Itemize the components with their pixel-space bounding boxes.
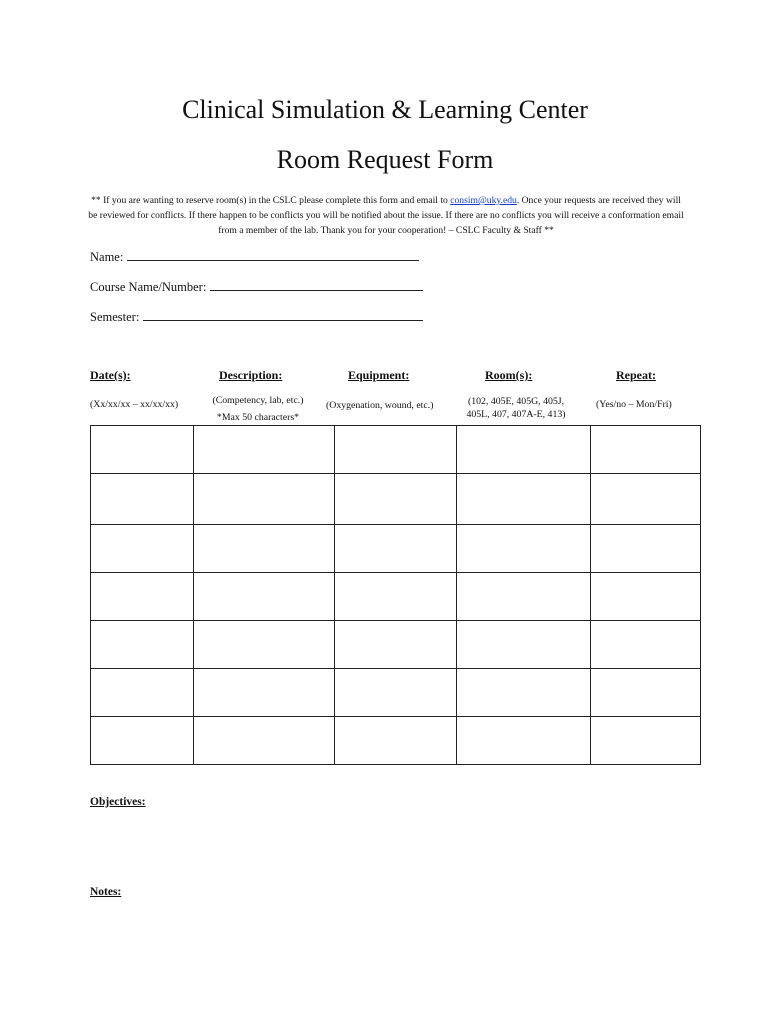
- table-cell-rooms[interactable]: [457, 621, 591, 669]
- table-row: [91, 525, 701, 573]
- table-cell-equipment[interactable]: [335, 474, 457, 525]
- table-cell-description[interactable]: [194, 525, 335, 573]
- intro-text-end: . Once your requests are received they will be reviewed for conflicts. If there happen to be conflicts you will be notified about the issue. If there are no conflicts you will receive a conformation email from a member of the lab. Thank you for your cooperation! – CSLC Faculty & Staff **: [88, 195, 684, 236]
- col-hint-description-line1: (Competency, lab, etc.): [212, 395, 304, 406]
- table-cell-description[interactable]: [194, 621, 335, 669]
- table-row: [91, 717, 701, 765]
- objectives-label: Objectives:: [90, 796, 146, 808]
- semester-label: Semester:: [90, 310, 140, 324]
- col-hint-rooms-line1: (102, 405E, 405G, 405J,: [467, 396, 565, 407]
- name-label: Name:: [90, 250, 124, 264]
- table-cell-description[interactable]: [194, 717, 335, 765]
- form-subtitle: Room Request Form: [276, 145, 494, 174]
- table-row: [91, 573, 701, 621]
- table-cell-repeat[interactable]: [591, 426, 701, 474]
- col-header-equipment: Equipment:: [348, 368, 410, 382]
- table-cell-repeat[interactable]: [591, 717, 701, 765]
- table-cell-rooms[interactable]: [457, 474, 591, 525]
- table-cell-rooms[interactable]: [457, 717, 591, 765]
- notes-label: Notes:: [90, 886, 122, 898]
- table-cell-description[interactable]: [194, 426, 335, 474]
- course-field: [90, 279, 423, 295]
- col-hint-repeat: (Yes/no – Mon/Fri): [596, 399, 672, 410]
- table-cell-equipment[interactable]: [335, 573, 457, 621]
- col-hint-equipment: (Oxygenation, wound, etc.): [326, 400, 434, 411]
- table-cell-rooms[interactable]: [457, 426, 591, 474]
- table-row: [91, 621, 701, 669]
- table-cell-repeat[interactable]: [591, 525, 701, 573]
- table-cell-date[interactable]: [91, 525, 194, 573]
- table-cell-repeat[interactable]: [591, 669, 701, 717]
- table-row: [91, 474, 701, 525]
- table-cell-date[interactable]: [91, 669, 194, 717]
- table-cell-equipment[interactable]: [335, 621, 457, 669]
- form-title: Clinical Simulation & Learning Center: [182, 95, 588, 124]
- col-hint-description-line2: *Max 50 characters*: [216, 412, 300, 423]
- table-cell-description[interactable]: [194, 474, 335, 525]
- semester-input-line[interactable]: [143, 309, 423, 321]
- intro-text-start: ** If you are wanting to reserve room(s) in the CSLC please complete this form and email to: [91, 195, 451, 206]
- table-cell-repeat[interactable]: [591, 573, 701, 621]
- table-cell-description[interactable]: [194, 573, 335, 621]
- table-cell-rooms[interactable]: [457, 573, 591, 621]
- course-input-line[interactable]: [210, 279, 423, 291]
- table-cell-description[interactable]: [194, 669, 335, 717]
- table-row: [91, 426, 701, 474]
- table-cell-equipment[interactable]: [335, 525, 457, 573]
- table-cell-rooms[interactable]: [457, 525, 591, 573]
- table-cell-date[interactable]: [91, 573, 194, 621]
- name-input-line[interactable]: [127, 249, 419, 261]
- table-cell-date[interactable]: [91, 621, 194, 669]
- table-cell-date[interactable]: [91, 717, 194, 765]
- request-table: [90, 425, 701, 765]
- email-link[interactable]: consim@uky.edu: [450, 195, 517, 206]
- table-cell-repeat[interactable]: [591, 621, 701, 669]
- col-hint-description: [208, 394, 308, 424]
- table-cell-equipment[interactable]: [335, 426, 457, 474]
- col-hint-dates: (Xx/xx/xx – xx/xx/xx): [90, 399, 179, 410]
- col-hint-rooms-line2: 405L, 407, 407A-E, 413): [466, 409, 566, 420]
- col-header-repeat: Repeat:: [616, 368, 656, 382]
- table-cell-rooms[interactable]: [457, 669, 591, 717]
- semester-field: [90, 309, 423, 325]
- table-row: [91, 669, 701, 717]
- table-cell-date[interactable]: [91, 474, 194, 525]
- table-cell-equipment[interactable]: [335, 669, 457, 717]
- intro-paragraph: [88, 193, 684, 238]
- course-label: Course Name/Number:: [90, 280, 207, 294]
- table-cell-date[interactable]: [91, 426, 194, 474]
- table-cell-equipment[interactable]: [335, 717, 457, 765]
- col-header-dates: Date(s):: [90, 368, 131, 382]
- col-header-description: Description:: [219, 368, 283, 382]
- table-cell-repeat[interactable]: [591, 474, 701, 525]
- col-hint-rooms: [461, 395, 571, 421]
- name-field: [90, 249, 419, 265]
- col-header-rooms: Room(s):: [485, 368, 533, 382]
